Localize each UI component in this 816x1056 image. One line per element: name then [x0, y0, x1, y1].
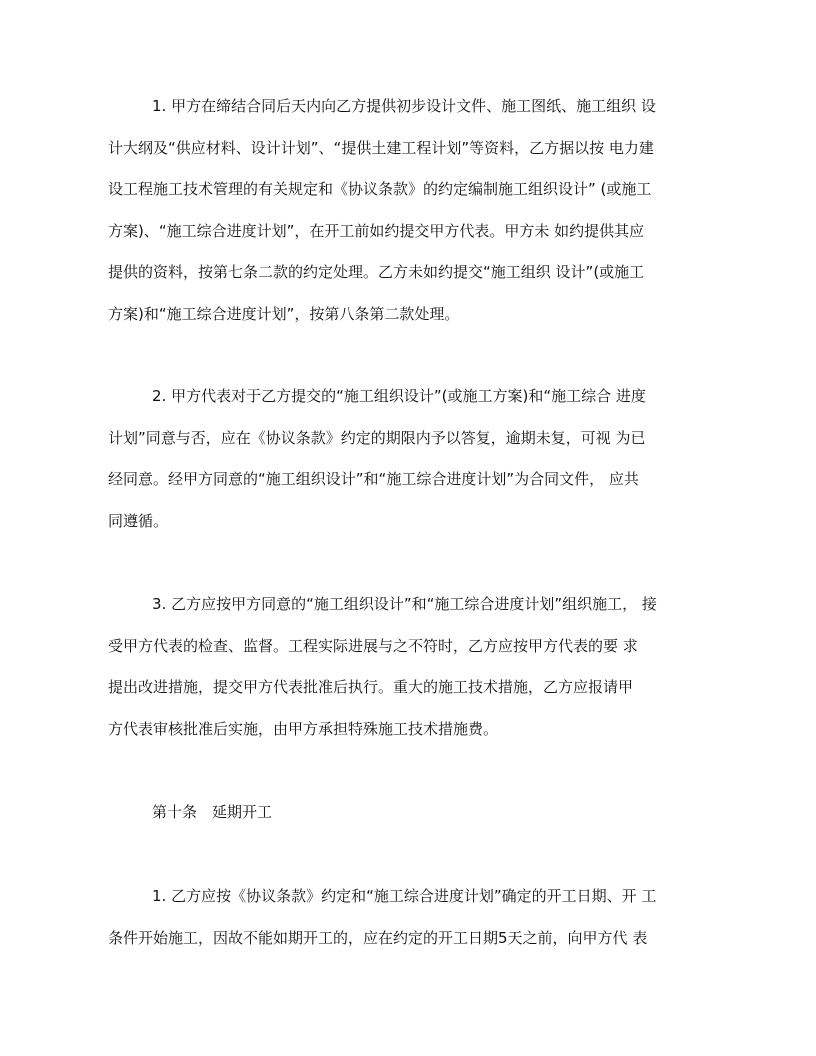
- paragraph-line: 受甲方代表的检查、监督。工程实际进展与之不符时，乙方应按甲方代表的要 求: [108, 636, 638, 655]
- paragraph-line: 提供的资料，按第七条二款的约定处理。乙方未如约提交“施工组织 设计”(或施工: [108, 263, 645, 281]
- paragraph-line: 1. 甲方在缔结合同后天内向乙方提供初步设计文件、施工图纸、施工组织 设: [152, 97, 656, 115]
- paragraph-line: 提出改进措施，提交甲方代表批准后执行。重大的施工技术措施，乙方应报请甲: [108, 678, 634, 696]
- paragraph-line: 3. 乙方应按甲方同意的“施工组织设计”和“施工综合进度计划”组织施工， 接: [152, 595, 657, 613]
- paragraph-line: 1. 乙方应按《协议条款》约定和“施工综合进度计划”确定的开工日期、开 工: [152, 887, 657, 905]
- paragraph-2: [108, 376, 704, 542]
- paragraph-line: 条件开始施工，因故不能如期开工的，应在约定的开工日期5天之前，向甲方代 表: [108, 928, 648, 947]
- paragraph-line: 设工程施工技术管理的有关规定和《协议条款》的约定编制施工组织设计” (或施工: [108, 180, 652, 198]
- paragraph-line: 方案)和“施工综合进度计划”，按第八条第二款处理。: [108, 304, 460, 323]
- paragraph-line: 计划”同意与否，应在《协议条款》约定的期限内予以答复，逾期未复，可视 为已: [108, 428, 646, 447]
- paragraph-1: [108, 86, 704, 335]
- paragraph-line: 方案)、“施工综合进度计划”，在开工前如约提交甲方代表。甲方未 如约提供其应: [108, 221, 645, 240]
- section-paragraph-1: [108, 876, 704, 959]
- paragraph-line: 方代表审核批准后实施，由甲方承担特殊施工技术措施费。: [108, 719, 499, 738]
- paragraph-3: [108, 584, 704, 750]
- paragraph-line: 同遵循。: [108, 511, 169, 530]
- paragraph-line: 经同意。经甲方同意的“施工组织设计”和“施工综合进度计划”为合同文件， 应共: [108, 470, 639, 488]
- paragraph-line: 2. 甲方代表对于乙方提交的“施工组织设计”(或施工方案)和“施工综合 进度: [152, 387, 646, 405]
- section-heading: 第十条 延期开工: [152, 803, 273, 821]
- paragraph-line: 计大纲及“供应材料、设计计划”、“提供土建工程计划”等资料，乙方据以按 电力建: [108, 138, 654, 157]
